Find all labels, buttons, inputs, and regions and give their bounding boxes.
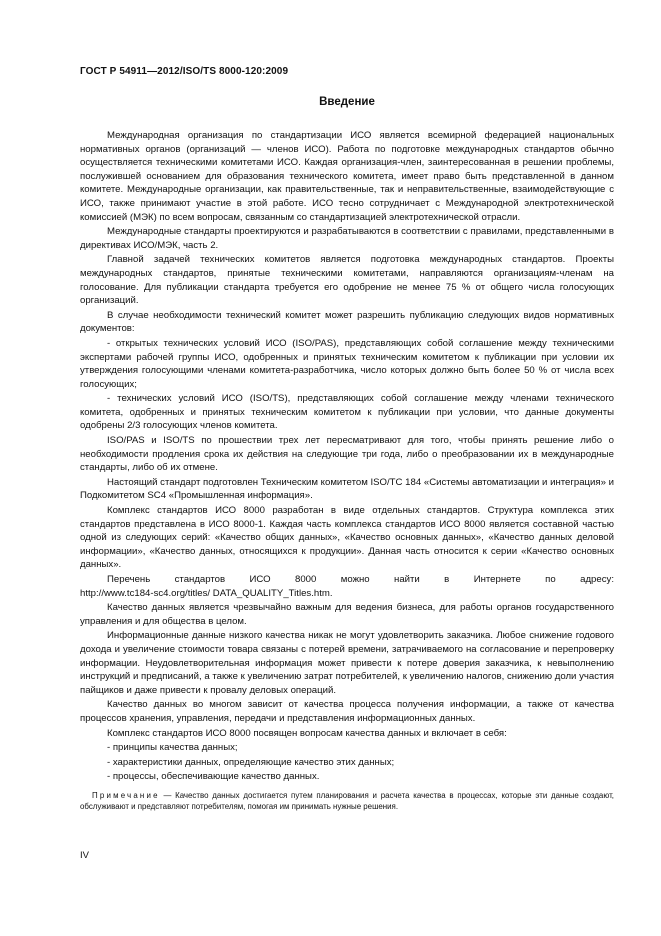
list-item-characteristics: - характеристики данных, определяющие качество этих данных; xyxy=(107,756,395,768)
paragraph-importance: Качество данных является чрезвычайно важным для ведения бизнеса, для работы органов государственного управления и для общества в целом. xyxy=(80,602,614,627)
list-item-processes: - процессы, обеспечивающие качество данных. xyxy=(107,771,320,783)
paragraph-document-types: В случае необходимости технический комитет может разрешить публикацию следующих видов нормативных документов: xyxy=(80,309,614,335)
paragraph-review: ISO/PAS и ISO/TS по прошествии трех лет пересматривают для того, чтобы принять решение либо о необходимости продления срока их действия на следующие три года, либо о преобразовании их в международные стандарты, либо об их отмене. xyxy=(80,435,614,474)
paragraph-committees: Главной задачей технических комитетов является подготовка международных стандартов. Проекты международных стандартов, принятые техническими комитетами, направляются организациям-членам на голосование. Для публикации стандарта требуется его одобрение не менее 75 % от общего числа голосующих организаций. xyxy=(80,254,614,307)
note-label: Примечание xyxy=(92,790,160,800)
paragraph-list-location: Перечень стандартов ИСО 8000 можно найти в Интернете по адресу: xyxy=(107,574,614,585)
paragraph-scope: Комплекс стандартов ИСО 8000 посвящен вопросам качества данных и включает в себя: xyxy=(107,727,507,739)
paragraph-directives: Международные стандарты проектируются и разрабатываются в соответствии с правилами, представленными в директивах ИСО/МЭК, часть 2. xyxy=(80,226,614,251)
list-item-iso-pas: - открытых технических условий ИСО (ISO/PAS), представляющих собой соглашение между техническими экспертами рабочей группы ИСО, одобренных и принятых техническим комитетом к публикации при условии их утверждения голосующими членами комитета-разработчика, число которых должно быть более 50 % от числа всех голосующих; xyxy=(80,337,614,390)
note xyxy=(80,790,614,812)
list-item-principles: - принципы качества данных; xyxy=(107,742,238,754)
paragraph-iso-intro: Международная организация по стандартизации ИСО является всемирной федерацией национальных нормативных органов (организаций — членов ИСО). Работа по подготовке международных стандартов обычно осуществляется техническими комитетами ИСО. Каждая организация-член, заинтересованная в решении проблемы, послужившей основанием для образования технического комитета, имеет право быть представленной в данном комитете. Международные организации, как правительственные, так и неправительственные, взаимодействующие с ИСО, также принимают участие в этой работе. ИСО тесно сотрудничает с Международной электротехнической комиссией (МЭК) по всем вопросам, связанным со стандартизацией электротехнической отрасли. xyxy=(80,130,614,223)
paragraph-process-dependency: Качество данных во многом зависит от качества процесса получения информации, а также от качества процессов хранения, управления, передачи и представления информационных данных. xyxy=(80,699,614,724)
note-text: — Качество данных достигается путем планирования и расчета качества в процессах, которые эти данные создают, обслуживают и представляют потребителям, помогая им принимать нужные решения. xyxy=(80,790,614,811)
document-header: ГОСТ Р 54911—2012/ISO/TS 8000-120:2009 xyxy=(80,66,289,77)
paragraph-series: Комплекс стандартов ИСО 8000 разработан в виде отдельных стандартов. Структура комплекса этих стандартов представлена в ИСО 8000-1. Каждая часть комплекса стандартов ИСО 8000 является составной частью одной из следующих серий: «Качество общих данных», «Качество основных данных», «Качество данных деловой информации», «Качество данных, относящихся к продукции». Данная часть относится к серии «Качество основных данных». xyxy=(80,505,614,571)
paragraph-low-quality: Информационные данные низкого качества никак не могут удовлетворить заказчика. Любое снижение годового дохода и увеличение стоимости товара связаны с потерей времени, затрачиваемого на согласование и перепроверку информации. Неудовлетворительная информация может привести к потере доверия заказчика, к невыполнению инструкций и предписаний, а также к увеличению затрат потребителей, к увеличению налогов, снижению доли участия пайщиков и даже привести к провалу деловых операций. xyxy=(80,630,614,696)
page-number: IV xyxy=(80,850,89,861)
body-text xyxy=(80,129,614,812)
section-title: Введение xyxy=(319,96,375,108)
url-link[interactable]: http://www.tc184-sc4.org/titles/ DATA_QUALITY_Titles.htm. xyxy=(80,587,333,599)
paragraph-prepared-by: Настоящий стандарт подготовлен Техническим комитетом ISO/TC 184 «Системы автоматизации и интеграция» и Подкомитетом SC4 «Промышленная информация». xyxy=(80,476,614,502)
list-item-iso-ts: - технических условий ИСО (ISO/TS), представляющих собой соглашение между членами технического комитета, одобренных и принятых техническим комитетом к публикации при условии, что данные документы одобрены 2/3 голосующих членов комитета. xyxy=(80,393,614,432)
